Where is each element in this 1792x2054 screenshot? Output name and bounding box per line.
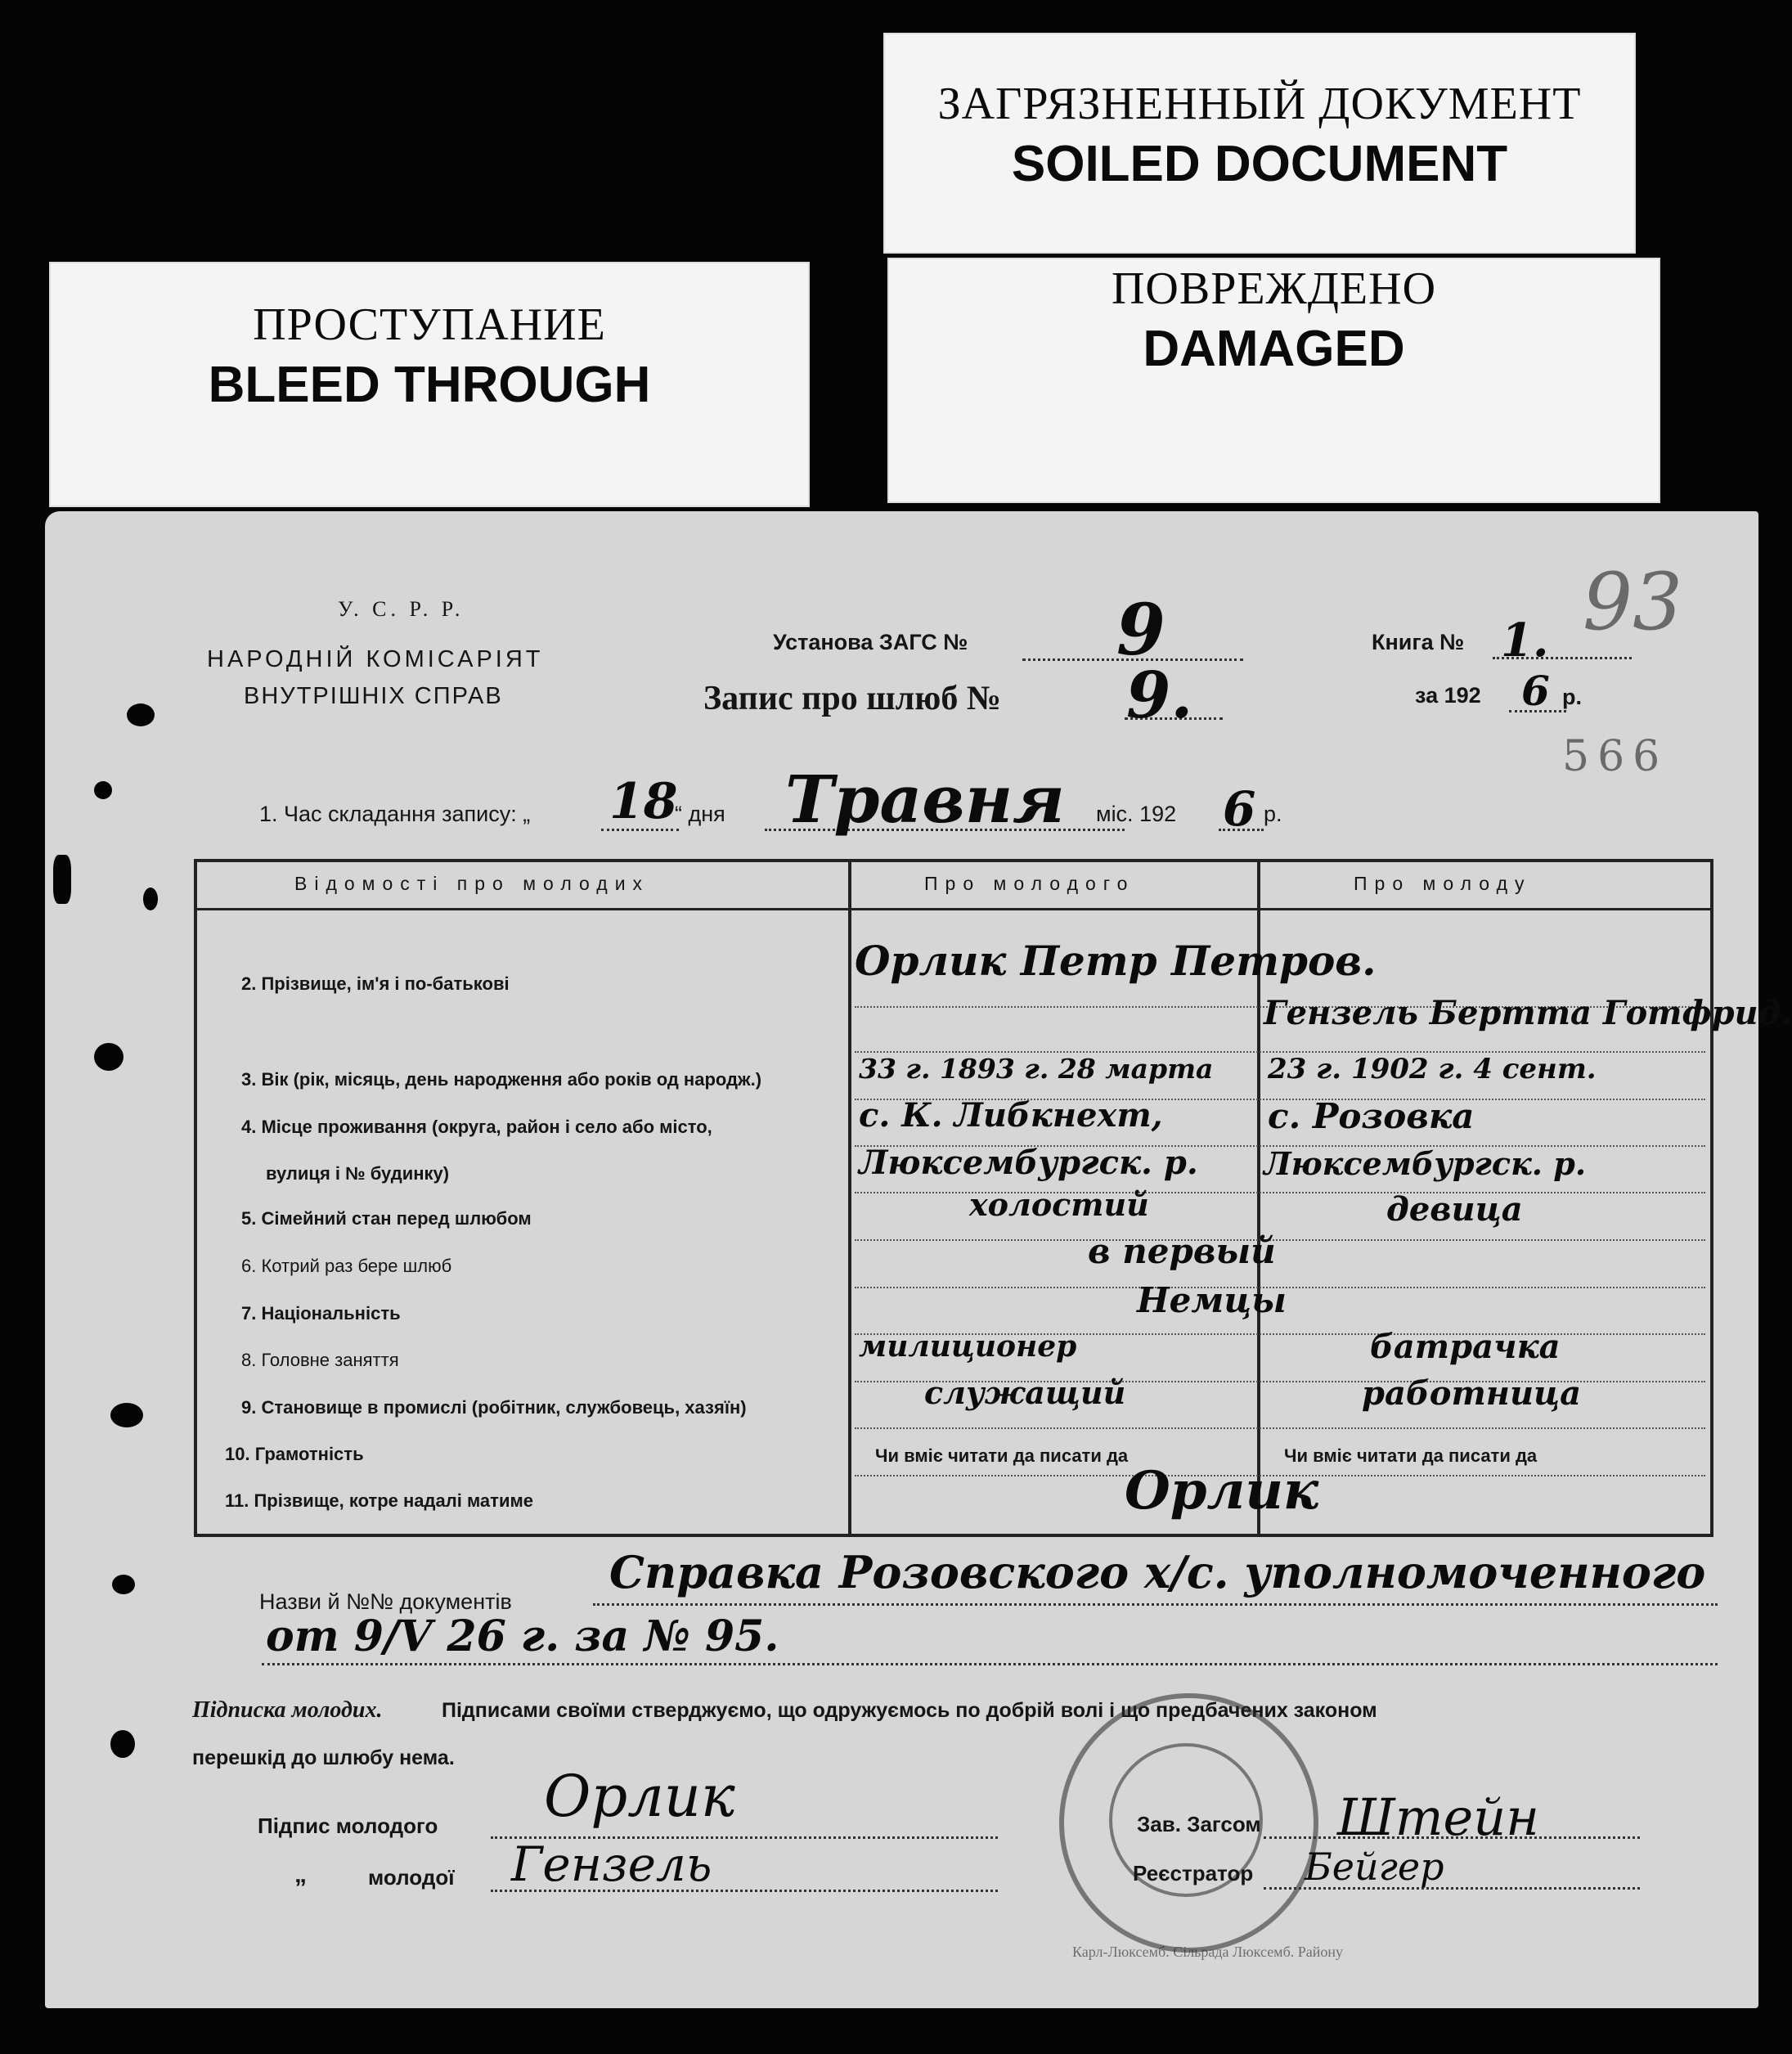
damage-hole — [110, 1730, 135, 1758]
corner-number-bottom: 566 — [1562, 732, 1668, 781]
pledge-text-1: Підписами своїми стверджуємо, що одружуємось по добрій волі і що предбачених законом — [442, 1699, 1377, 1722]
registrar-label: Реєстратор — [1133, 1861, 1254, 1885]
bride-signature-prefix: „ — [294, 1861, 307, 1888]
soiled-label-en: SOILED DOCUMENT — [1011, 136, 1508, 192]
row-label-age: 3. Вік (рік, місяць, день народження або років од народж.) — [241, 1069, 762, 1090]
time-month: Травня — [785, 761, 1065, 838]
bleed-label-en: BLEED THROUGH — [208, 357, 651, 413]
damaged-label-en: DAMAGED — [1143, 321, 1405, 377]
row-line — [855, 1427, 1705, 1429]
damage-hole — [143, 888, 158, 910]
bleed-label-ru: ПРОСТУПАНИЕ — [253, 299, 606, 350]
table-right-border — [1710, 859, 1713, 1537]
table-top-border — [194, 859, 1713, 862]
bride-name: Гензель Бертта Готфрид. — [1264, 994, 1792, 1032]
damage-hole — [53, 855, 71, 904]
head-of-registry-label: Зав. Загсом — [1137, 1812, 1261, 1836]
groom-nationality: Немцы — [1137, 1280, 1287, 1320]
bride-signature-label: молодої — [368, 1865, 455, 1890]
row-label-marriage-count: 6. Котрий раз бере шлюб — [241, 1256, 452, 1276]
bride-residence: с. Розовка — [1268, 1096, 1475, 1136]
time-month-suffix: міс. 192 — [1096, 802, 1177, 826]
stamp-text: Карл-Люксемб. Сільрада Люксемб. Району — [1072, 1944, 1343, 1960]
row-label-name: 2. Прізвище, ім'я і по-батькові — [241, 973, 510, 994]
row-label-marital-status: 5. Сімейний стан перед шлюбом — [241, 1208, 532, 1229]
head-signature: Штейн — [1337, 1787, 1540, 1847]
bride-marital-status: девица — [1386, 1190, 1523, 1229]
row-label-future-surname: 11. Прізвище, котре надалі матиме — [225, 1490, 533, 1511]
pledge-title: Підписка молодих. — [192, 1697, 383, 1723]
bride-age: 23 г. 1902 г. 4 сент. — [1268, 1053, 1597, 1085]
ussr-heading: У. С. Р. Р. — [338, 597, 465, 621]
corner-number-top: 93 — [1583, 556, 1683, 648]
bleed-through-label — [49, 262, 810, 507]
pledge-text-2: перешкід до шлюбу нема. — [192, 1746, 455, 1769]
row-label-street: вулиця і № будинку) — [266, 1163, 450, 1184]
damage-hole — [94, 781, 112, 799]
groom-position: служащий — [924, 1374, 1126, 1411]
year-label: за 192 — [1415, 683, 1481, 708]
documents-line-2 — [262, 1663, 1718, 1665]
documents-text-2: от 9/V 26 г. за № 95. — [266, 1611, 779, 1661]
zags-label: Установа ЗАГС № — [773, 630, 968, 654]
groom-literacy: Чи вміє читати да писати да — [875, 1445, 1129, 1466]
row-label-residence: 4. Місце проживання (округа, район і село або місто, — [241, 1117, 712, 1137]
documents-text-1: Справка Розовского х/с. уполномоченного — [609, 1546, 1706, 1598]
time-year-suffix: р. — [1264, 802, 1282, 826]
bride-street: Люксембургск. р. — [1264, 1145, 1587, 1182]
groom-occupation: милиционер — [859, 1329, 1077, 1364]
bride-occupation: батрачка — [1370, 1328, 1561, 1366]
book-label: Книга № — [1372, 630, 1465, 654]
row-label-occupation: 8. Головне заняття — [241, 1350, 399, 1370]
row-label-nationality: 7. Національність — [241, 1303, 401, 1324]
book-number: 1. — [1501, 614, 1549, 667]
groom-name: Орлик Петр Петров. — [855, 937, 1377, 985]
table-header-border — [194, 908, 1713, 910]
year-digit: 6 — [1521, 667, 1550, 715]
time-label: 1. Час складання запису: „ — [259, 802, 531, 826]
time-day-suffix: “ дня — [675, 802, 725, 826]
bride-literacy: Чи вміє читати да писати да — [1284, 1445, 1538, 1466]
row-label-literacy: 10. Грамотність — [225, 1444, 364, 1464]
registrar-signature: Бейгер — [1305, 1845, 1444, 1889]
table-divider-1 — [848, 859, 851, 1537]
groom-street: Люксембургск. р. — [859, 1144, 1198, 1182]
damage-hole — [110, 1403, 143, 1427]
row-line — [855, 1239, 1705, 1241]
damage-hole — [112, 1575, 135, 1594]
table-bottom-border — [194, 1534, 1713, 1537]
time-year-digit: 6 — [1223, 781, 1256, 837]
groom-signature-label: Підпис молодого — [258, 1814, 438, 1838]
future-surname: Орлик — [1125, 1460, 1319, 1521]
col-header-bride: Про молоду — [1354, 873, 1532, 894]
soiled-label-ru: ЗАГРЯЗНЕННЫЙ ДОКУМЕНТ — [937, 79, 1582, 129]
bride-position: работница — [1362, 1374, 1582, 1413]
row-label-position: 9. Становище в промислі (робітник, службовець, хазяїн) — [241, 1397, 747, 1418]
table-left-border — [194, 859, 197, 1537]
record-label: Запис про шлюб № — [703, 680, 1002, 717]
record-number: 9. — [1126, 658, 1193, 733]
damage-hole — [127, 703, 155, 726]
year-suffix: р. — [1562, 685, 1582, 709]
damage-hole — [94, 1043, 124, 1071]
damaged-label — [887, 258, 1660, 503]
groom-residence: с. К. Либкнехт, — [859, 1096, 1163, 1135]
commissariat-heading-line2: ВНУТРІШНІХ СПРАВ — [244, 683, 503, 709]
bride-signature: Гензель — [511, 1836, 712, 1892]
groom-marriage-count: в первый — [1088, 1231, 1276, 1271]
damaged-label-ru: ПОВРЕЖДЕНО — [1111, 263, 1437, 314]
time-day: 18 — [609, 773, 678, 830]
groom-age: 33 г. 1893 г. 28 марта — [859, 1053, 1214, 1085]
documents-line-1 — [593, 1603, 1718, 1606]
zags-number: 9 — [1116, 589, 1165, 672]
commissariat-heading-line1: НАРОДНІЙ КОМІСАРІЯТ — [207, 646, 544, 672]
marriage-record-form — [45, 511, 1792, 2008]
soiled-document-label — [883, 33, 1636, 254]
groom-signature: Орлик — [544, 1763, 735, 1830]
col-header-groom: Про молодого — [924, 873, 1135, 894]
col-header-info: Відомості про молодих — [294, 873, 650, 894]
documents-label: Назви й №№ документів — [259, 1589, 512, 1614]
groom-marital-status: холостий — [969, 1186, 1149, 1223]
